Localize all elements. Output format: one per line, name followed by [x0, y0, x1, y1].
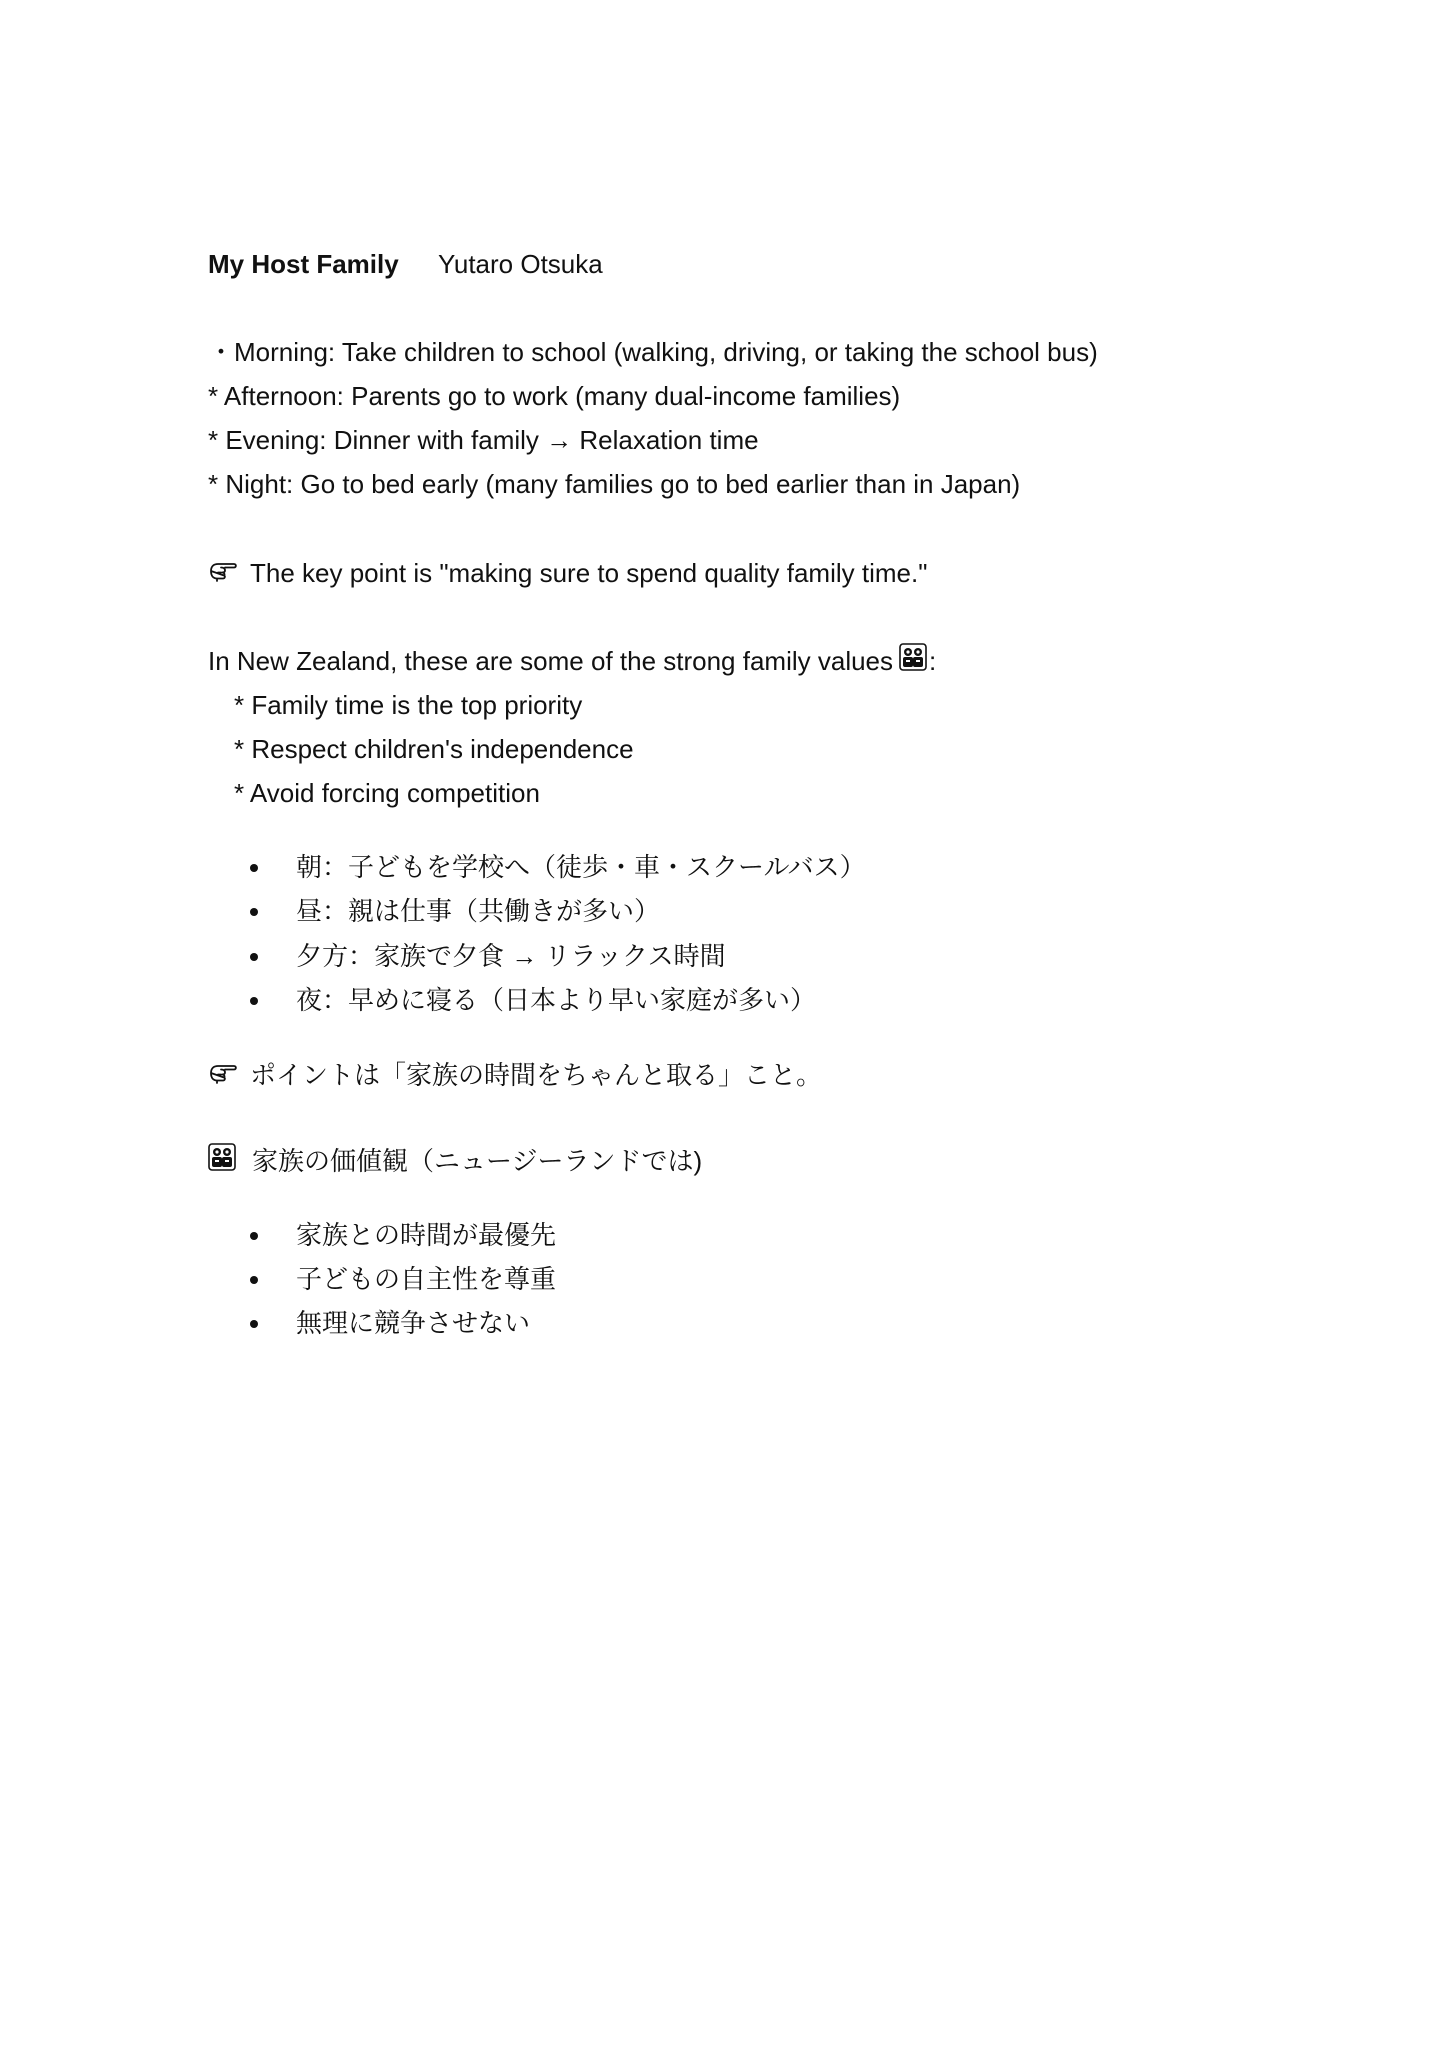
- english-values-intro: In New Zealand, these are some of the strong family values: [208, 646, 894, 676]
- bullet-dot: [250, 908, 258, 916]
- bullet-dot: [250, 1276, 258, 1284]
- japanese-key-point: [208, 1059, 822, 1094]
- english-values-intro-suffix: :: [929, 646, 937, 676]
- english-schedule-evening: * Evening: Dinner with family → Relaxation time: [208, 425, 759, 455]
- pointing-hand-icon: [208, 1061, 250, 1094]
- author-name: Yutaro Otsuka: [437, 249, 603, 279]
- english-schedule-morning: ・Morning: Take children to school (walking, driving, or taking the school bus): [208, 337, 1098, 367]
- japanese-schedule-text: 夜：早めに寝る（日本より早い家庭が多い）: [296, 985, 817, 1015]
- japanese-values-heading: 家族の価値観（ニュージーランドでは): [252, 1146, 703, 1176]
- english-key-point-text: The key point is "making sure to spend quality family time.": [250, 558, 928, 588]
- english-values-intro-line: [208, 645, 936, 681]
- japanese-key-point-text: ポイントは「家族の時間をちゃんと取る」こと。: [250, 1060, 823, 1090]
- japanese-schedule-text: 夕方：家族で夕食 → リラックス時間: [296, 941, 726, 971]
- bullet-dot: [250, 1320, 258, 1328]
- japanese-schedule-text: 朝：子どもを学校へ（徒歩・車・スクールバス）: [296, 852, 866, 882]
- document-title: My Host Family: [208, 249, 399, 279]
- bullet-dot: [250, 864, 258, 872]
- family-icon: [893, 646, 929, 681]
- title-line: [208, 248, 603, 280]
- english-value-item: * Respect children's independence: [234, 734, 634, 764]
- english-schedule-afternoon: * Afternoon: Parents go to work (many dual-income families): [208, 381, 901, 411]
- bullet-dot: [250, 997, 258, 1005]
- bullet-dot: [250, 953, 258, 961]
- japanese-value-text: 家族との時間が最優先: [296, 1220, 557, 1250]
- japanese-value-text: 子どもの自主性を尊重: [296, 1264, 557, 1294]
- bullet-dot: [250, 1232, 258, 1240]
- japanese-value-text: 無理に競争させない: [296, 1308, 531, 1338]
- english-value-item: * Avoid forcing competition: [234, 778, 540, 808]
- pointing-hand-icon: [208, 559, 250, 592]
- english-value-item: * Family time is the top priority: [234, 690, 583, 720]
- japanese-schedule-text: 昼：親は仕事（共働きが多い）: [296, 896, 661, 926]
- family-icon: [208, 1146, 252, 1181]
- japanese-values-heading-line: [208, 1145, 702, 1181]
- english-key-point: [208, 557, 927, 592]
- english-schedule-night: * Night: Go to bed early (many families go to bed earlier than in Japan): [208, 469, 1021, 499]
